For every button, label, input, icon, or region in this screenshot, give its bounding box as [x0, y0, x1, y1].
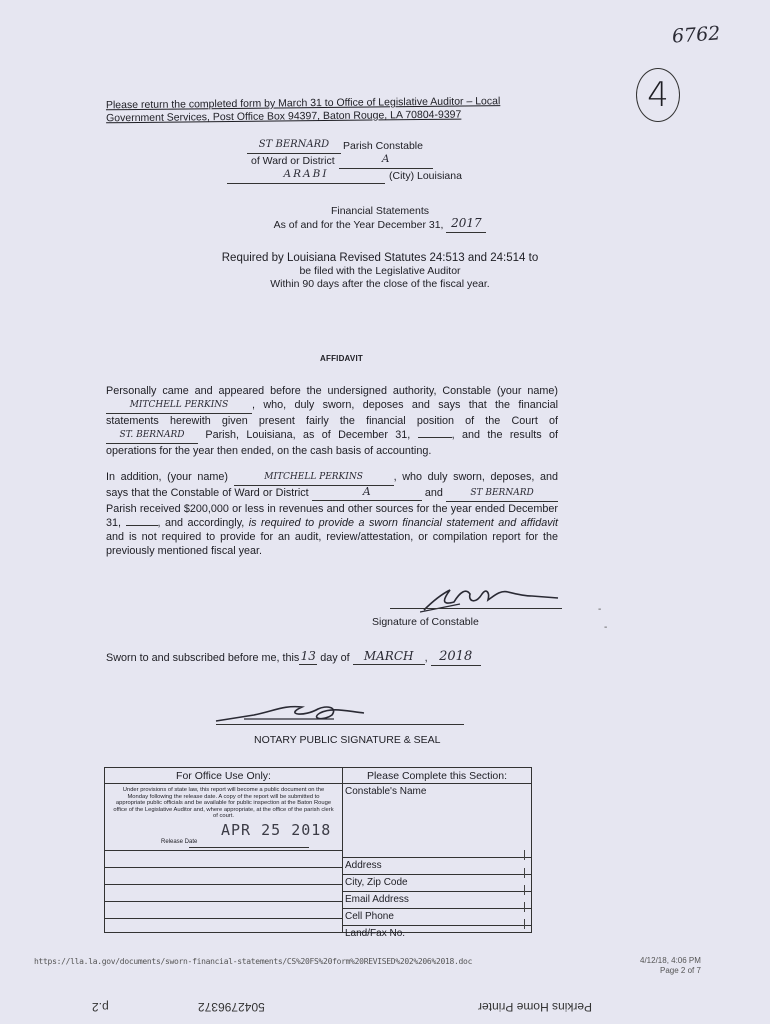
fax-number: 5042796372 [198, 1000, 265, 1014]
cell-phone-field[interactable]: Cell Phone [343, 908, 531, 925]
signature-label: Signature of Constable [372, 616, 479, 628]
received-date-stamp: APR 25 2018 [221, 821, 332, 839]
p2-italic-requirement: is required to provide a sworn financial statement and affidavit [248, 517, 558, 529]
p2-text-b: , who duly sworn, deposes, and says that the Constable of Ward or District [106, 471, 559, 499]
ward-handwritten-2: A [362, 485, 371, 498]
sworn-text-b: day of [320, 652, 350, 664]
statute-requirement [130, 252, 630, 291]
sworn-month-handwritten: MARCH [363, 649, 414, 663]
office-use-column [105, 768, 343, 932]
p2-text-a: In addition, (your name) [106, 471, 228, 483]
ward-label: of Ward or District [251, 155, 335, 167]
office-row [105, 850, 342, 867]
sworn-year-handwritten: 2018 [439, 649, 473, 664]
office-row [105, 918, 342, 935]
constable-name-handwritten-2: MITCHELL PERKINS [264, 472, 363, 482]
notary-label: NOTARY PUBLIC SIGNATURE & SEAL [254, 734, 441, 746]
footer-url: https://lla.la.gov/documents/sworn-financial-statements/CS%20FS%20form%20REVISED%202%206%2018.doc [34, 957, 473, 966]
footer-page: Page 2 of 7 [660, 966, 701, 975]
field-tick [524, 902, 525, 912]
notary-signature-line [216, 724, 464, 725]
office-row [105, 867, 342, 884]
land-fax-field[interactable]: Land/Fax No. [343, 925, 531, 942]
court-handwritten: ST. BERNARD [119, 430, 185, 440]
address-field[interactable]: Address [343, 857, 531, 874]
ward-handwritten: A [381, 153, 390, 165]
city-zip-field[interactable]: City, Zip Code [343, 874, 531, 891]
footer-date: 4/12/18, 4:06 PM [640, 956, 701, 965]
p1-year-blank [418, 437, 452, 438]
p2-year-blank [126, 525, 158, 526]
constable-name-field[interactable]: Constable's Name [345, 786, 427, 797]
fax-printer-name: Perkins Home Printer [478, 1000, 593, 1014]
city-label: (City) Louisiana [389, 170, 462, 182]
fax-page: p.2 [92, 1000, 109, 1014]
fiscal-year-line: As of and for the Year December 31, [273, 219, 444, 231]
email-field[interactable]: Email Address [343, 891, 531, 908]
p2-text-f: and is not required to provide for an audit, review/attestation, or compilation report for the previously mentioned fiscal year. [106, 531, 558, 557]
fiscal-year-handwritten: 2017 [451, 216, 482, 230]
margin-dash: - [598, 604, 602, 615]
p1-text-a: Personally came and appeared before the undersigned authority, Constable (your name) [106, 385, 558, 397]
field-tick [524, 919, 525, 929]
return-instructions [106, 95, 546, 126]
p1-text-d: , and the results of operations for the year then ended, on the cash basis of accounting. [106, 429, 558, 457]
sworn-day-handwritten: 13 [300, 649, 316, 663]
parish-handwritten: ST BERNARD [258, 139, 330, 150]
parish-handwritten-2: ST BERNARD [470, 488, 534, 498]
constable-name-handwritten: MITCHELL PERKINS [129, 400, 229, 410]
sworn-statement: Sworn to and subscribed before me, this13 day of MARCH , 2018 [106, 650, 481, 666]
affidavit-title: AFFIDAVIT [320, 354, 363, 363]
office-use-rows [105, 850, 342, 935]
city-handwritten: ARABI [283, 168, 329, 180]
field-tick [524, 868, 525, 878]
fax-header [0, 1000, 770, 1020]
case-number: 6762 [671, 22, 722, 48]
constable-info-column [343, 768, 531, 939]
affidavit-paragraph-2 [106, 470, 558, 558]
field-tick [524, 885, 525, 895]
notary-signature [214, 697, 374, 727]
signature-line [390, 608, 562, 609]
statute-line-1: Required by Louisiana Revised Statutes 24:513 and 24:514 to [221, 252, 539, 264]
p2-text-e: , and accordingly, [157, 517, 245, 529]
circled-number: 4 [636, 68, 680, 122]
p2-text-d: Parish received $200,000 or less in revenues and other sources for the year ended December 31, [106, 503, 558, 529]
statute-line-3: Within 90 days after the close of the fiscal year. [270, 278, 490, 290]
field-tick [524, 850, 525, 860]
footer-timestamp [640, 956, 701, 976]
margin-dash-2: - [604, 622, 608, 633]
statute-line-2: be filed with the Legislative Auditor [299, 265, 461, 277]
return-line-1: Please return the completed form by March 31 to Office of Legislative Auditor – Local [105, 95, 501, 112]
financial-statements-title: Financial Statements [330, 205, 430, 217]
constable-signature [420, 584, 570, 614]
release-date-label: Release Date [161, 839, 198, 845]
p1-text-c: Parish, Louisiana, as of December 31, [205, 429, 411, 441]
release-date-line [189, 847, 309, 848]
parish-label: Parish Constable [343, 140, 423, 152]
p1-text-b: , who, duly sworn, deposes and says that the financial statements herewith given present fairly the financial position of the Court of [106, 399, 558, 427]
public-document-notice: Under provisions of state law, this report will become a public document on the Monday following the release date. A copy of the report will be submitted to appropriate public officials and be available for public inspection at the Baton Rouge office of the Legislative Auditor and, where appropriate, at the office of the parish clerk of court. [113, 787, 334, 820]
office-row [105, 901, 342, 918]
complete-section-header: Please Complete this Section: [343, 768, 531, 784]
office-use-table [104, 767, 532, 939]
office-use-header: For Office Use Only: [105, 768, 342, 784]
affidavit-paragraph-1 [106, 384, 558, 458]
p2-text-c: and [424, 487, 443, 499]
sworn-text-a: Sworn to and subscribed before me, this [106, 652, 300, 664]
financial-statements-heading [130, 205, 630, 233]
constable-identification [215, 139, 505, 184]
return-line-2: Government Services, Post Office Box 94397, Baton Rouge, LA 70804-9397 [106, 108, 462, 125]
office-row [105, 884, 342, 901]
